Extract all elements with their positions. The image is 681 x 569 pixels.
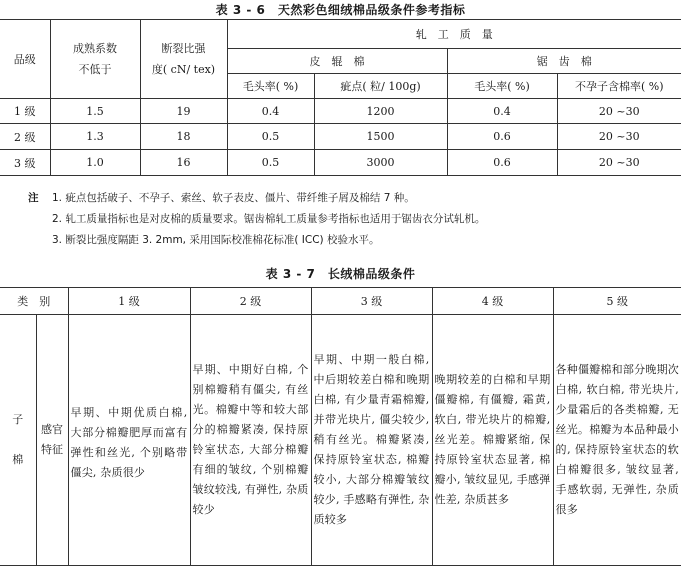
row-label-seed-cotton: 子 棉	[0, 315, 36, 566]
cell-maturity: 1.5	[50, 99, 140, 124]
cell-maturity: 1.3	[50, 124, 140, 150]
cell-maturity: 1.0	[50, 150, 140, 176]
header-roller-cotton: 皮 辊 棉	[227, 49, 447, 74]
header-maturity: 成熟系数 不低于	[50, 20, 140, 99]
header-roller-knots: 疵点( 粒/ 100g)	[314, 74, 447, 99]
cell-knots: 3000	[314, 150, 447, 176]
desc-grade-3: 早期、中期一般白棉, 中后期较差白棉和晚期白棉, 有少量青霜棉瓣, 并带光块片, 僵尖较少, 稍有丝光。棉瓣紧凑, 保持原铃室状态, 棉瓣较小, 大部分棉瓣皱纹较少, 手感略有弹性, 杂质较多	[311, 315, 432, 566]
header-category: 类 别	[0, 288, 68, 315]
cell-roller-fuzz: 0.5	[227, 124, 314, 150]
cell-saw-fuzz: 0.4	[447, 99, 557, 124]
cell-grade: 1 级	[0, 99, 50, 124]
cell-grade: 3 级	[0, 150, 50, 176]
sub-label-sensory: 感官 特征	[36, 315, 68, 566]
desc-grade-2: 早期、中期好白棉, 个别棉瓣稍有僵尖, 有丝光。棉瓣中等和较大部分的棉瓣紧凑, 保持原铃室状态, 大部分棉瓣有细的皱纹, 个别棉瓣皱纹较浅, 有弹性, 杂质较少	[190, 315, 311, 566]
table1-caption: 表 3 - 6 天然彩色细绒棉品级条件参考指标	[215, 3, 466, 17]
header-grade-2: 2 级	[190, 288, 311, 315]
header-grade-4: 4 级	[432, 288, 553, 315]
header-roller-fuzz: 毛头率( %)	[227, 74, 314, 99]
grade-reference-table	[0, 19, 681, 176]
cell-strength: 16	[140, 150, 227, 176]
cell-seedless: 20 ~30	[557, 124, 681, 150]
header-ginning-quality: 轧 工 质 量	[227, 20, 681, 49]
note-line-3	[0, 232, 681, 246]
table2-caption: 表 3 - 7 长绒棉品级条件	[265, 267, 416, 281]
desc-grade-1: 早期、中期优质白棉, 大部分棉瓣肥厚而富有弹性和丝光, 个别略带僵尖, 杂质很少	[68, 315, 190, 566]
header-grade: 品级	[0, 20, 50, 99]
header-grade-5: 5 级	[553, 288, 681, 315]
cell-seedless: 20 ~30	[557, 99, 681, 124]
header-strength: 断裂比强 度( cN/ tex)	[140, 20, 227, 99]
note-text: 1. 疵点包括破子、不孕子、索丝、软子表皮、僵片、带纤维子屑及棉结 7 种。	[52, 192, 415, 204]
note-label: 注	[28, 192, 39, 204]
cell-saw-fuzz: 0.6	[447, 150, 557, 176]
note-text: 2. 轧工质量指标也是对皮棉的质量要求。锯齿棉轧工质量参考指标也适用于锯齿衣分试轧机。	[52, 213, 486, 225]
header-saw-fuzz: 毛头率( %)	[447, 74, 557, 99]
header-grade-3: 3 级	[311, 288, 432, 315]
header-saw-seedless: 不孕子含棉率( %)	[557, 74, 681, 99]
table-row	[0, 315, 681, 566]
cell-seedless: 20 ~30	[557, 150, 681, 176]
cell-knots: 1200	[314, 99, 447, 124]
cell-saw-fuzz: 0.6	[447, 124, 557, 150]
header-grade-1: 1 级	[68, 288, 190, 315]
desc-grade-4: 晚期较差的白棉和早期僵瓣棉, 有僵瓣, 霜黄, 软白, 带光块片的棉瓣, 丝光差。棉瓣紧缩, 保持原铃室状态显著, 棉瓣小, 皱纹显见, 手感弹性差, 杂质甚多	[432, 315, 553, 566]
note-text: 3. 断裂比强度隔距 3. 2mm, 采用国际校准棉花标准( ICC) 校验水平。	[52, 234, 380, 246]
cell-strength: 18	[140, 124, 227, 150]
table-row	[0, 99, 681, 124]
cell-grade: 2 级	[0, 124, 50, 150]
cell-roller-fuzz: 0.4	[227, 99, 314, 124]
table-row	[0, 150, 681, 176]
cell-roller-fuzz: 0.5	[227, 150, 314, 176]
cell-strength: 19	[140, 99, 227, 124]
note-line-2	[0, 211, 681, 225]
long-staple-grade-table	[0, 287, 681, 566]
note-line-1	[0, 190, 681, 204]
desc-grade-5: 各种僵瓣棉和部分晚期次白棉, 软白棉, 带光块片, 少量霜后的各类棉瓣, 无丝光。棉瓣为本品种最小的, 保持原铃室状态的软白棉瓣很多, 皱纹显著, 手感软弱, 无弹性, 杂质很多	[553, 315, 681, 566]
cell-knots: 1500	[314, 124, 447, 150]
header-saw-cotton: 锯 齿 棉	[447, 49, 681, 74]
table-row	[0, 124, 681, 150]
